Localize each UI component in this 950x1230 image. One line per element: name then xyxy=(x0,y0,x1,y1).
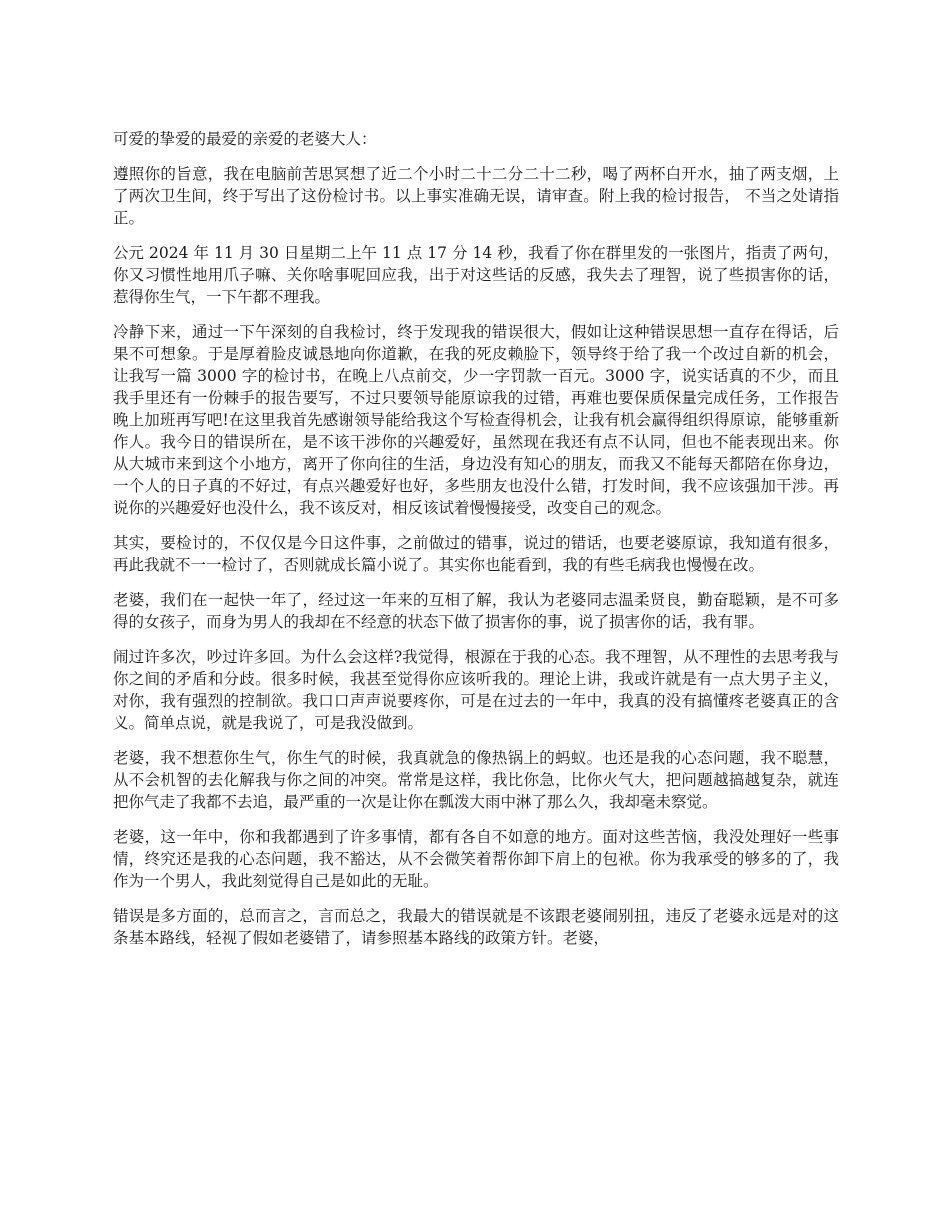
salutation: 可爱的挚爱的最爱的亲爱的老婆大人： xyxy=(113,130,377,148)
paragraph-4: 其实，要检讨的，不仅仅是今日这件事，之前做过的错事，说过的错话，也要老婆原谅，我知道有很多，再此我就不一一检讨了，否则就成长篇小说了。其实你也能看到，我的有些毛病我也慢慢在改。 xyxy=(113,534,839,574)
letter-page xyxy=(113,128,839,962)
paragraph-2: 公元 2024 年 11 月 30 日星期二上午 11 点 17 分 14 秒，我看了你在群里发的一张图片，指责了两句，你又习惯性地用爪子嘛、关你啥事呢回应我，出于对这些话的反感，我失去了理智，说了些损害你的话，惹得你生气，一下午都不理我。 xyxy=(113,244,839,306)
paragraph-9: 错误是多方面的，总而言之，言而总之，我最大的错误就是不该跟老婆闹别扭，违反了老婆永远是对的这条基本路线，轻视了假如老婆错了，请参照基本路线的政策方针。老婆， xyxy=(113,907,839,947)
paragraph-7: 老婆，我不想惹你生气，你生气的时候，我真就急的像热锅上的蚂蚁。也还是我的心态问题，我不聪慧，从不会机智的去化解我与你之间的冲突。常常是这样，我比你急，比你火气大，把问题越搞越复杂，就连把你气走了我都不去追，最严重的一次是让你在瓢泼大雨中淋了那么久，我却毫未察觉。 xyxy=(113,749,839,811)
paragraph-6: 闹过许多次，吵过许多回。为什么会这样?我觉得，根源在于我的心态。我不理智，从不理性的去思考我与你之间的矛盾和分歧。很多时候，我甚至觉得你应该听我的。理论上讲，我或许就是有一点大男子主义，对你，我有强烈的控制欲。我口口声声说要疼你，可是在过去的一年中，我真的没有搞懂疼老婆真正的含义。简单点说，就是我说了，可是我没做到。 xyxy=(113,648,839,732)
paragraph-1: 遵照你的旨意，我在电脑前苦思冥想了近二个小时二十二分二十二秒，喝了两杯白开水，抽了两支烟，上了两次卫生间，终于写出了这份检讨书。以上事实准确无误，请审查。附上我的检讨报告， 不当之处请指正。 xyxy=(113,165,839,227)
paragraph-5: 老婆，我们在一起快一年了，经过这一年来的互相了解，我认为老婆同志温柔贤良，勤奋聪颖，是不可多得的女孩子，而身为男人的我却在不经意的状态下做了损害你的事，说了损害你的话，我有罪。 xyxy=(113,591,839,631)
paragraph-8: 老婆，这一年中，你和我都遇到了许多事情，都有各自不如意的地方。面对这些苦恼，我没处理好一些事情，终究还是我的心态问题，我不豁达，从不会微笑着帮你卸下肩上的包袱。你为我承受的够多的了，我作为一个男人，我此刻觉得自己是如此的无耻。 xyxy=(113,828,839,890)
paragraph-3: 冷静下来，通过一下午深刻的自我检讨，终于发现我的错误很大，假如让这种错误思想一直存在得话，后果不可想象。于是厚着脸皮诚恳地向你道歉，在我的死皮赖脸下，领导终于给了我一个改过自新的机会，让我写一篇 3000 字的检讨书，在晚上八点前交，少一字罚款一百元。3000 字，说实话真的不少，而且我手里还有一份棘手的报告要写，不过只要领导能原谅我的过错，再难也要保质保量完成任务，工作报告晚上加班再写吧!在这里我首先感谢领导能给我这个写检查得机会，让我有机会赢得组织得原谅，能够重新作人。我今日的错误所在，是不该干涉你的兴趣爱好，虽然现在我还有点不认同，但也不能表现出来。你从大城市来到这个小地方，离开了你向往的生活，身边没有知心的朋友，而我又不能每天都陪在你身边，一个人的日子真的不好过，有点兴趣爱好也好，多些朋友也没什么错，打发时间，我不应该强加干涉。再说你的兴趣爱好也没什么，我不该反对，相反该试着慢慢接受，改变自己的观念。 xyxy=(113,323,839,517)
